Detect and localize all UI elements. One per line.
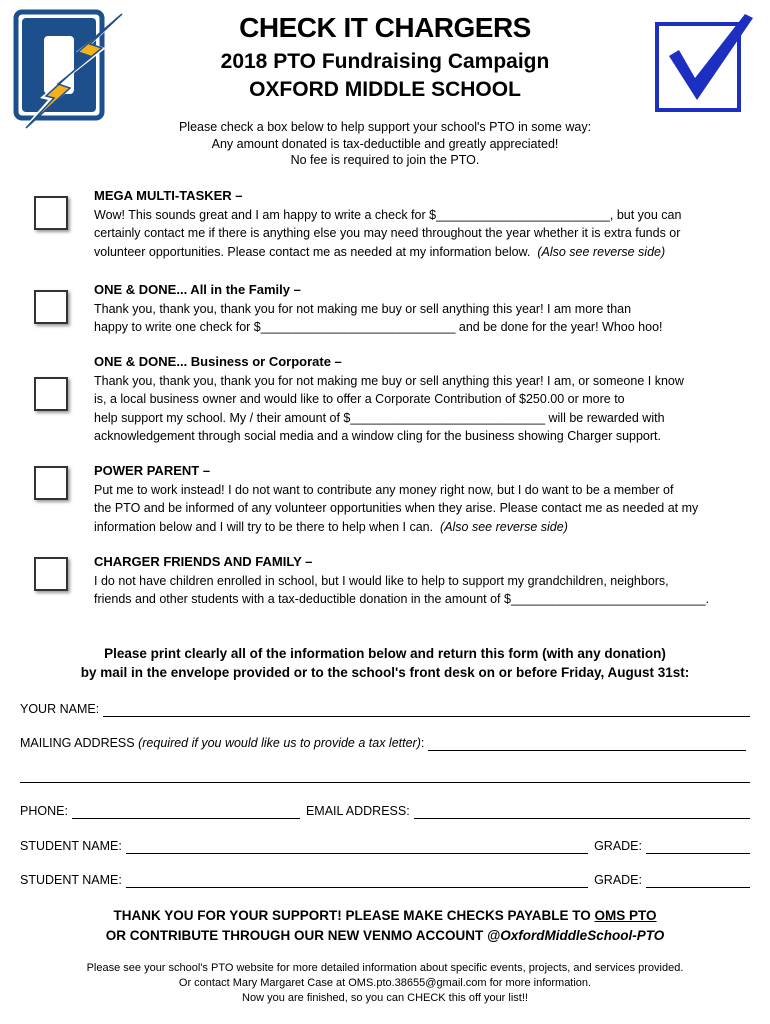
- thanks-line2-text: OR CONTRIBUTE THROUGH OUR NEW VENMO ACCOUNT: [105, 928, 488, 943]
- grade-field-2[interactable]: [646, 871, 750, 888]
- option-line: certainly contact me if there is anything else you may need throughout the year whether it is extra funds or: [94, 226, 681, 240]
- option-line: Put me to work instead! I do not want to contribute any money right now, but I do want to be a member of: [94, 482, 674, 497]
- option-line: acknowledgement through social media and a window cling for the business showing Charger support.: [94, 429, 661, 443]
- mailing-address-note: (required if you would like us to provide a tax letter): [138, 736, 421, 750]
- mailing-address-text: MAILING ADDRESS: [20, 736, 135, 750]
- option-charger-friends-family: [94, 553, 754, 609]
- option-line: Thank you, thank you, thank you for not making me buy or sell anything this year! I am more than: [94, 301, 632, 316]
- option-power-parent: [94, 462, 754, 536]
- grade-label: GRADE:: [594, 873, 642, 887]
- checkbox-one-and-done-business[interactable]: [34, 377, 68, 411]
- student-name-field-1[interactable]: [126, 837, 588, 854]
- checkbox-mega-multi-tasker[interactable]: [34, 196, 68, 230]
- instruction-line: by mail in the envelope provided or to the school's front desk on or before Friday, August 31st:: [80, 664, 690, 680]
- payee-name: OMS PTO: [594, 908, 657, 923]
- mailing-address-colon: :: [420, 736, 425, 750]
- student-row-2: [20, 871, 750, 888]
- intro-line: Any amount donated is tax-deductible and greatly appreciated!: [211, 136, 559, 151]
- student-row-1: [20, 837, 750, 854]
- mailing-address-field[interactable]: [428, 734, 746, 751]
- grade-label: GRADE:: [594, 839, 642, 853]
- oxford-o-lightning-logo: [10, 8, 130, 136]
- option-line: happy to write one check for $____________________________ and be done for the year! Whoo hoo!: [94, 320, 663, 334]
- your-name-label: YOUR NAME:: [20, 702, 100, 716]
- student-name-label: STUDENT NAME:: [20, 873, 122, 887]
- instruction-line: Please print clearly all of the information below and return this form (with any donation): [104, 646, 666, 661]
- footer-line: Or contact Mary Margaret Case at OMS.pto.38655@gmail.com for more information.: [178, 977, 592, 989]
- option-note: (Also see reverse side): [537, 244, 666, 259]
- option-line: [94, 518, 754, 537]
- intro-text: [100, 119, 670, 169]
- thanks-line: [20, 906, 750, 926]
- checkbox-power-parent[interactable]: [34, 466, 68, 500]
- return-instructions: [20, 645, 750, 682]
- mailing-address-line2-row: [20, 766, 750, 783]
- contact-row: [20, 802, 750, 819]
- option-line-text: information below and I will try to be there to help when I can.: [94, 519, 434, 534]
- intro-line: No fee is required to join the PTO.: [290, 153, 480, 167]
- option-one-and-done-business: [94, 353, 754, 446]
- phone-field[interactable]: [72, 802, 300, 819]
- option-title: ONE & DONE... Business or Corporate –: [94, 354, 342, 369]
- footer-line: Please see your school's PTO website for more detailed information about specific events, projects, and services provided.: [86, 962, 684, 974]
- checkbox-one-and-done-family[interactable]: [34, 290, 68, 324]
- campaign-subtitle: 2018 PTO Fundraising Campaign: [220, 50, 550, 73]
- school-name: OXFORD MIDDLE SCHOOL: [249, 78, 521, 101]
- grade-field-1[interactable]: [646, 837, 750, 854]
- thank-you-message: [20, 906, 750, 946]
- option-title: CHARGER FRIENDS AND FAMILY –: [94, 554, 313, 569]
- option-one-and-done-family: [94, 281, 754, 337]
- mailing-address-label: [20, 736, 424, 751]
- option-line: [94, 243, 754, 262]
- option-title: MEGA MULTI-TASKER –: [94, 188, 243, 203]
- option-line: help support my school. My / their amount of $____________________________ will be rewarded with: [94, 410, 665, 425]
- intro-line: Please check a box below to help support your school's PTO in some way:: [178, 120, 592, 134]
- mailing-address-line2-field[interactable]: [20, 766, 750, 783]
- footer-line: Now you are finished, so you can CHECK this off your list!!: [242, 992, 528, 1004]
- option-note: (Also see reverse side): [440, 519, 568, 534]
- option-line: Thank you, thank you, thank you for not making me buy or sell anything this year! I am, or someone I know: [94, 373, 684, 388]
- footer: [20, 961, 750, 1006]
- email-field[interactable]: [414, 802, 750, 819]
- venmo-account: @OxfordMiddleSchool-PTO: [487, 928, 665, 943]
- mailing-address-row: [20, 734, 750, 751]
- option-mega-multi-tasker: [94, 187, 754, 261]
- student-name-field-2[interactable]: [126, 871, 588, 888]
- page-title: CHECK IT CHARGERS: [239, 12, 531, 43]
- checkmark-box-icon: [653, 8, 757, 114]
- option-title: ONE & DONE... All in the Family –: [94, 282, 301, 297]
- option-line: friends and other students with a tax-deductible donation in the amount of $____________________________.: [94, 592, 710, 606]
- student-name-label: STUDENT NAME:: [20, 839, 122, 853]
- your-name-field[interactable]: [103, 700, 750, 717]
- phone-label: PHONE:: [20, 804, 68, 818]
- thanks-line1-text: THANK YOU FOR YOUR SUPPORT! PLEASE MAKE CHECKS PAYABLE TO: [113, 908, 595, 923]
- option-line: Wow! This sounds great and I am happy to write a check for $_________________________, but you can: [94, 207, 682, 222]
- option-line: is, a local business owner and would like to offer a Corporate Contribution of $250.00 or more to: [94, 392, 625, 406]
- checkbox-charger-friends-family[interactable]: [34, 557, 68, 591]
- option-line: the PTO and be informed of any volunteer opportunities when they arise. Please contact me as needed at my: [94, 501, 699, 515]
- option-line: I do not have children enrolled in school, but I would like to help to support my grandchildren, neighbors,: [94, 573, 669, 588]
- option-title: POWER PARENT –: [94, 463, 211, 478]
- your-name-row: [20, 700, 750, 717]
- option-line-text: volunteer opportunities. Please contact me as needed at my information below.: [94, 244, 531, 259]
- thanks-line: [20, 926, 750, 946]
- email-label: EMAIL ADDRESS:: [305, 804, 410, 818]
